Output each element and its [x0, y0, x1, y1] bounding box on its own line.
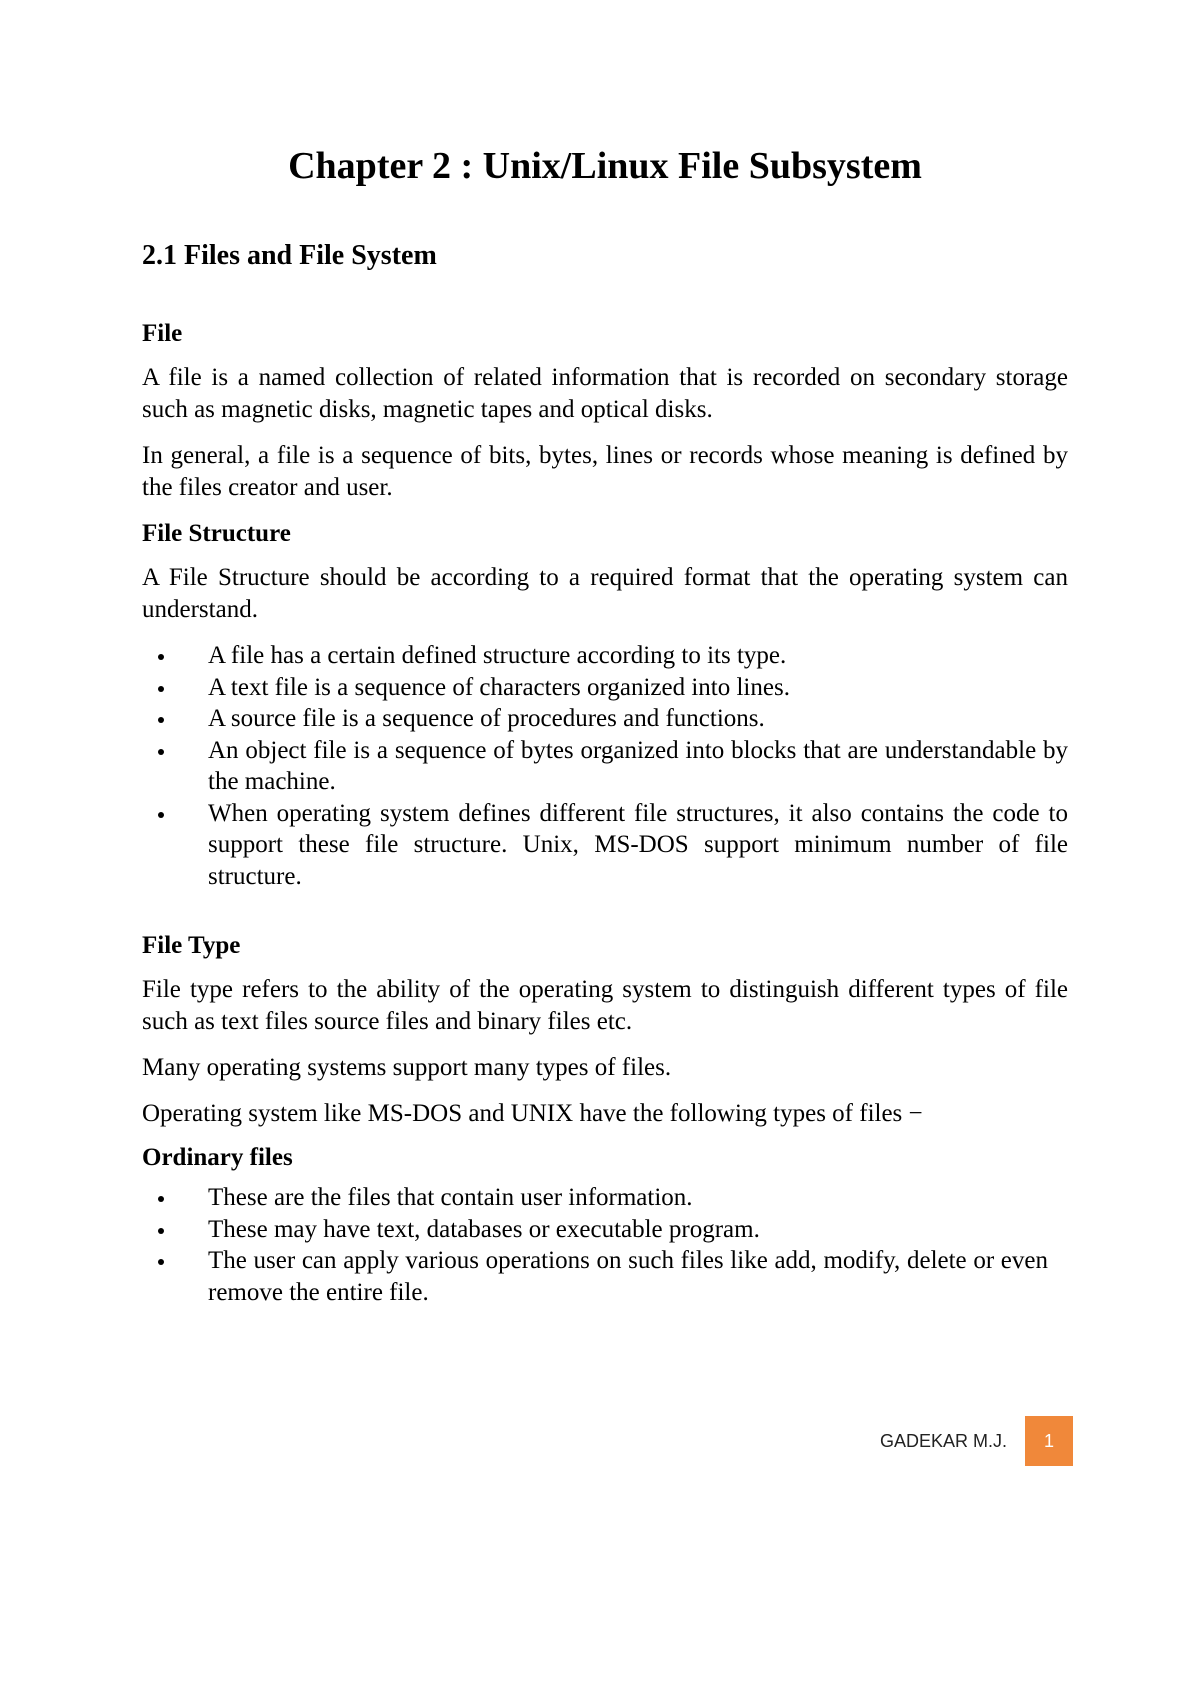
bullet-icon	[158, 1259, 164, 1265]
list-item-text: A source file is a sequence of procedures and functions.	[208, 705, 765, 732]
list-item	[142, 798, 1068, 893]
file-type-paragraph-1: File type refers to the ability of the operating system to distinguish different types of file such as text files source files and binary files etc.	[142, 976, 1068, 1035]
bullet-icon	[158, 686, 164, 692]
file-paragraph-1: A file is a named collection of related information that is recorded on secondary storage such as magnetic disks, magnetic tapes and optical disks.	[142, 364, 1068, 423]
list-item	[142, 1182, 1068, 1214]
list-item-text: A file has a certain defined structure according to its type.	[208, 642, 787, 669]
list-item-text: An object file is a sequence of bytes organized into blocks that are understandable by the machine.	[208, 736, 1068, 795]
file-structure-heading: File Structure	[142, 520, 291, 547]
bullet-icon	[158, 812, 164, 818]
file-structure-list	[142, 640, 1068, 892]
bullet-icon	[158, 1196, 164, 1202]
list-item-text: These are the files that contain user information.	[208, 1184, 693, 1211]
file-heading: File	[142, 320, 183, 347]
list-item	[142, 640, 1068, 672]
list-item	[142, 1245, 1068, 1308]
page-number-badge: 1	[1025, 1416, 1073, 1466]
bullet-icon	[158, 1228, 164, 1234]
section-title: 2.1 Files and File System	[142, 240, 437, 271]
file-structure-paragraph: A File Structure should be according to a required format that the operating system can understand.	[142, 564, 1068, 623]
footer-author: GADEKAR M.J.	[880, 1430, 1008, 1451]
bullet-icon	[158, 717, 164, 723]
chapter-title: Chapter 2 : Unix/Linux File Subsystem	[288, 145, 922, 187]
page-footer	[880, 1415, 1073, 1467]
ordinary-files-heading: Ordinary files	[142, 1144, 293, 1171]
list-item	[142, 672, 1068, 704]
file-type-paragraph-2: Many operating systems support many types of files.	[142, 1054, 672, 1081]
ordinary-files-list	[142, 1182, 1068, 1308]
list-item-text: These may have text, databases or executable program.	[208, 1215, 760, 1243]
list-item-text: The user can apply various operations on such files like add, modify, delete or even remove the entire file.	[208, 1247, 1048, 1306]
file-paragraph-2: In general, a file is a sequence of bits, bytes, lines or records whose meaning is defined by the files creator and user.	[142, 442, 1068, 501]
file-type-heading: File Type	[142, 932, 241, 959]
page-content	[142, 138, 1068, 1306]
list-item-text: When operating system defines different file structures, it also contains the code to support these file structure. Unix, MS-DOS support minimum number of file structure.	[208, 799, 1068, 890]
file-type-paragraph-3: Operating system like MS-DOS and UNIX have the following types of files −	[142, 1100, 923, 1127]
bullet-icon	[158, 749, 164, 755]
list-item	[142, 1214, 1068, 1246]
list-item	[142, 735, 1068, 798]
list-item	[142, 703, 1068, 735]
bullet-icon	[158, 654, 164, 660]
list-item-text: A text file is a sequence of characters organized into lines.	[208, 673, 790, 701]
